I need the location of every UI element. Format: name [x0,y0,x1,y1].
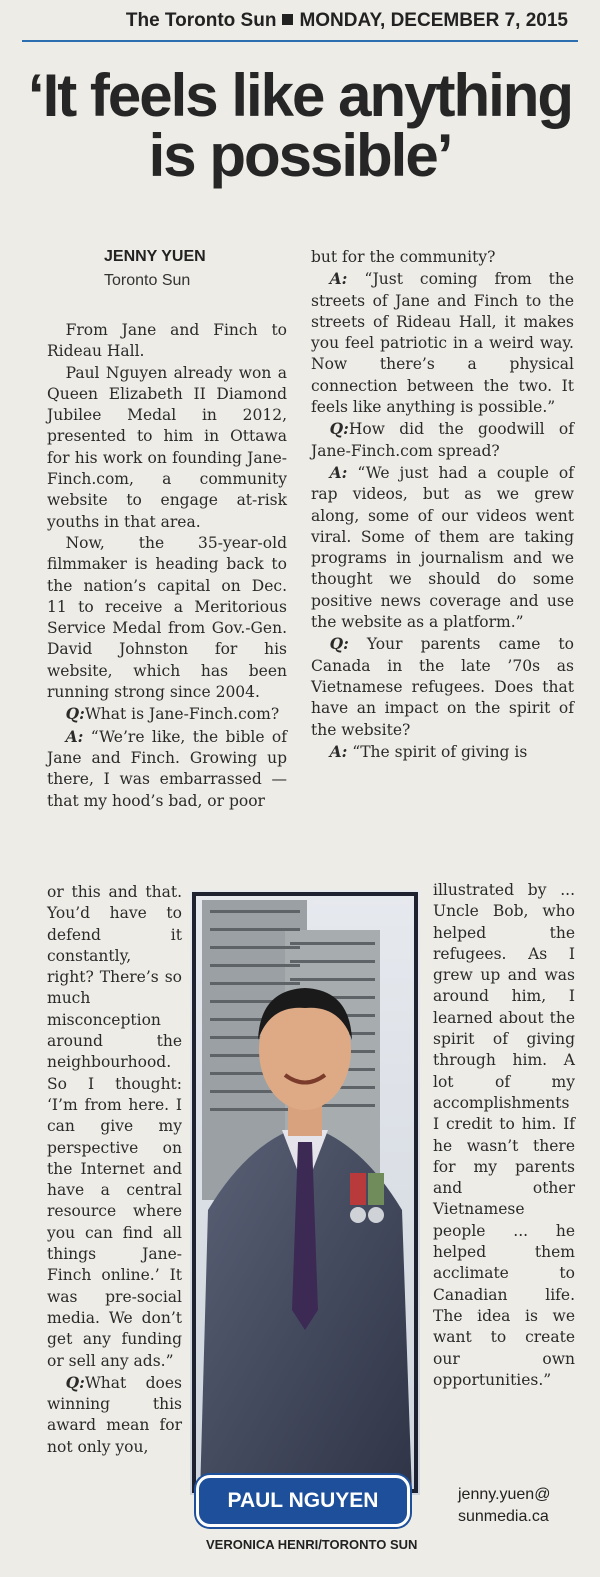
byline-name: JENNY YUEN [104,248,206,265]
issue-date: MONDAY, DECEMBER 7, 2015 [299,10,568,31]
qa-question-2: Q:What does winning this award mean for not only you, [47,1372,182,1456]
portrait-photo [190,890,420,1495]
qa-answer-1-start: A: “We’re like, the bible of Jane and Finch. Growing up there, I was embarrassed — that my hood’s bad, or poor [47,726,287,810]
header-rule [22,40,578,42]
square-bullet-icon [282,14,293,25]
article-column-2 [311,247,574,763]
portrait-illustration [190,890,420,1495]
qa-question-4: Q: Your parents came to Canada in the late ’70s as Vietnamese refugees. Does that have an impact on the spirit of the website? [311,634,574,739]
article-column-2-narrow [433,880,575,1391]
byline-org: Toronto Sun [104,272,191,289]
contact-line-1: jenny.yuen@ [458,1486,551,1503]
qa-answer-3: A: “We just had a couple of rap videos, but as we grew along, some of our videos went viral. Some of them are taking programs in journalism and we thought we should do some positive news coverage and use the website as a platform.” [311,462,574,632]
qa-answer-2: A: “Just coming from the streets of Jane and Finch to the streets of Rideau Hall, it makes you feel patriotic in a weird way. Now there’s a physical connection between the two. It feels like anything is possible.” [311,269,574,417]
paragraph-lede: From Jane and Finch to Rideau Hall. [47,321,287,361]
qa-question-3: Q:How did the goodwill of Jane-Finch.com spread? [311,419,574,460]
paper-name: The Toronto Sun [125,10,277,31]
qa-question-2-continued: but for the community? [311,248,496,266]
article-column-1 [47,320,287,812]
qa-answer-4-start: A: “The spirit of giving is [329,741,528,761]
masthead [126,10,568,32]
photo-credit: VERONICA HENRI/TORONTO SUN [206,1537,418,1552]
qa-answer-1-continued: or this and that. You’d have to defend it constantly, right? There’s so much misconception around the neighbourhood. So I thought: ‘I’m from here. I can give my perspective on the Internet and have a central resource where you can find all things Jane-Finch online.’ It was pre-social media. We don’t get any funding or sell any ads.” [47,883,182,1370]
article-column-1-narrow [47,882,182,1458]
qa-question-1: Q:What is Jane-Finch.com? [65,704,280,724]
headline: ‘It feels like anything is possible’ [27,62,573,189]
paragraph-news: Now, the 35-year-old filmmaker is heading back to the nation’s capital on Dec. 11 to receive a Meritorious Service Medal from Gov.-Gen. David Johnston for his website, which has been running strong since 2004. [47,533,287,702]
photo-caption-name: PAUL NGUYEN [196,1475,410,1527]
qa-answer-4-continued: illustrated by ... Uncle Bob, who helped the refugees. As I grew up and was around him, I learned about the spirit of giving through him. A lot of my accomplishments I credit to him. If he wasn’t there for my parents and other Vietnamese people ... he helped them acclimate to Canadian life. The idea is we want to create our own opportunities.” [433,881,575,1389]
paragraph-background: Paul Nguyen already won a Queen Elizabeth II Diamond Jubilee Medal in 2012, presented to him in Ottawa for his work on founding Jane-Finch.com, a community website to engage at-risk youths in that area. [47,363,287,531]
author-contact [458,1484,578,1528]
contact-line-2: sunmedia.ca [458,1508,549,1525]
